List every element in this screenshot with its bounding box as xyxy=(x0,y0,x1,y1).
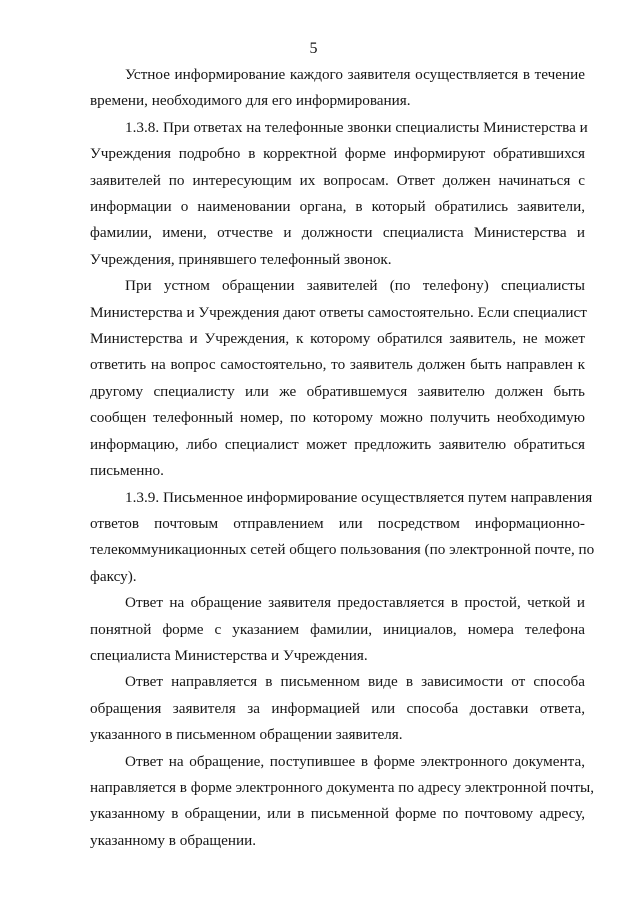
text-line: указанному в обращении, или в письменной форме по почтовому адресу, xyxy=(90,805,585,823)
text-line: При устном обращении заявителей (по телефону) специалисты xyxy=(125,277,585,295)
text-line: факсу). xyxy=(90,567,137,585)
text-line: ответить на вопрос самостоятельно, то заявитель должен быть направлен к xyxy=(90,356,585,374)
text-line: заявителей по интересующим их вопросам. Ответ должен начинаться с xyxy=(90,171,585,189)
text-line: телекоммуникационных сетей общего пользования (по электронной почте, по xyxy=(90,541,595,559)
text-line: Ответ на обращение заявителя предоставляется в простой, четкой и xyxy=(125,594,585,612)
text-line: Министерства и Учреждения, к которому обратился заявитель, не может xyxy=(90,330,585,348)
document-body xyxy=(90,62,595,854)
text-line: обращения заявителя за информацией или способа доставки ответа, xyxy=(90,699,585,717)
paragraph-oral-phone-requests xyxy=(90,273,585,484)
text-line: фамилии, имени, отчестве и должности специалиста Министерства и xyxy=(90,224,585,242)
paragraph-answer-form xyxy=(90,590,585,669)
text-line: Устное информирование каждого заявителя осуществляется в течение xyxy=(125,66,585,83)
text-line: Учреждения, принявшего телефонный звонок. xyxy=(90,250,392,268)
text-line: ответов почтовым отправлением или посредством информационно- xyxy=(90,514,585,532)
text-line: другому специалисту или же обратившемуся заявителю должен быть xyxy=(90,382,585,400)
text-line: Ответ на обращение, поступившее в форме электронного документа, xyxy=(125,752,585,770)
page-number: 5 xyxy=(309,40,318,57)
text-line: Учреждения подробно в корректной форме информируют обратившихся xyxy=(90,145,585,163)
text-line: сообщен телефонный номер, по которому можно получить необходимую xyxy=(90,409,585,427)
text-line: письменно. xyxy=(90,462,164,480)
text-line: 1.3.9. Письменное информирование осуществляется путем направления xyxy=(125,488,593,506)
paragraph-1-3-9 xyxy=(90,485,595,591)
text-line: информацию, либо специалист может предложить заявителю обратиться xyxy=(90,435,585,453)
paragraph-1-3-8 xyxy=(90,115,588,273)
text-line: времени, необходимого для его информирования. xyxy=(90,92,411,110)
text-line: указанному в обращении. xyxy=(90,831,257,849)
text-line: понятной форме с указанием фамилии, инициалов, номера телефона xyxy=(90,620,585,638)
text-line: указанного в письменном обращении заявителя. xyxy=(90,726,403,744)
text-line: информации о наименовании органа, в который обратились заявители, xyxy=(90,198,585,216)
paragraph-electronic-answer xyxy=(90,749,594,855)
paragraph-written-answer xyxy=(90,669,585,748)
text-line: специалиста Министерства и Учреждения. xyxy=(90,646,368,664)
text-line: 1.3.8. При ответах на телефонные звонки специалисты Министерства и xyxy=(125,118,588,136)
text-line: направляется в форме электронного документа по адресу электронной почты, xyxy=(90,778,594,796)
text-line: Министерства и Учреждения дают ответы самостоятельно. Если специалист xyxy=(90,303,587,321)
text-line: Ответ направляется в письменном виде в зависимости от способа xyxy=(125,673,585,691)
paragraph-oral-informing xyxy=(90,62,585,115)
